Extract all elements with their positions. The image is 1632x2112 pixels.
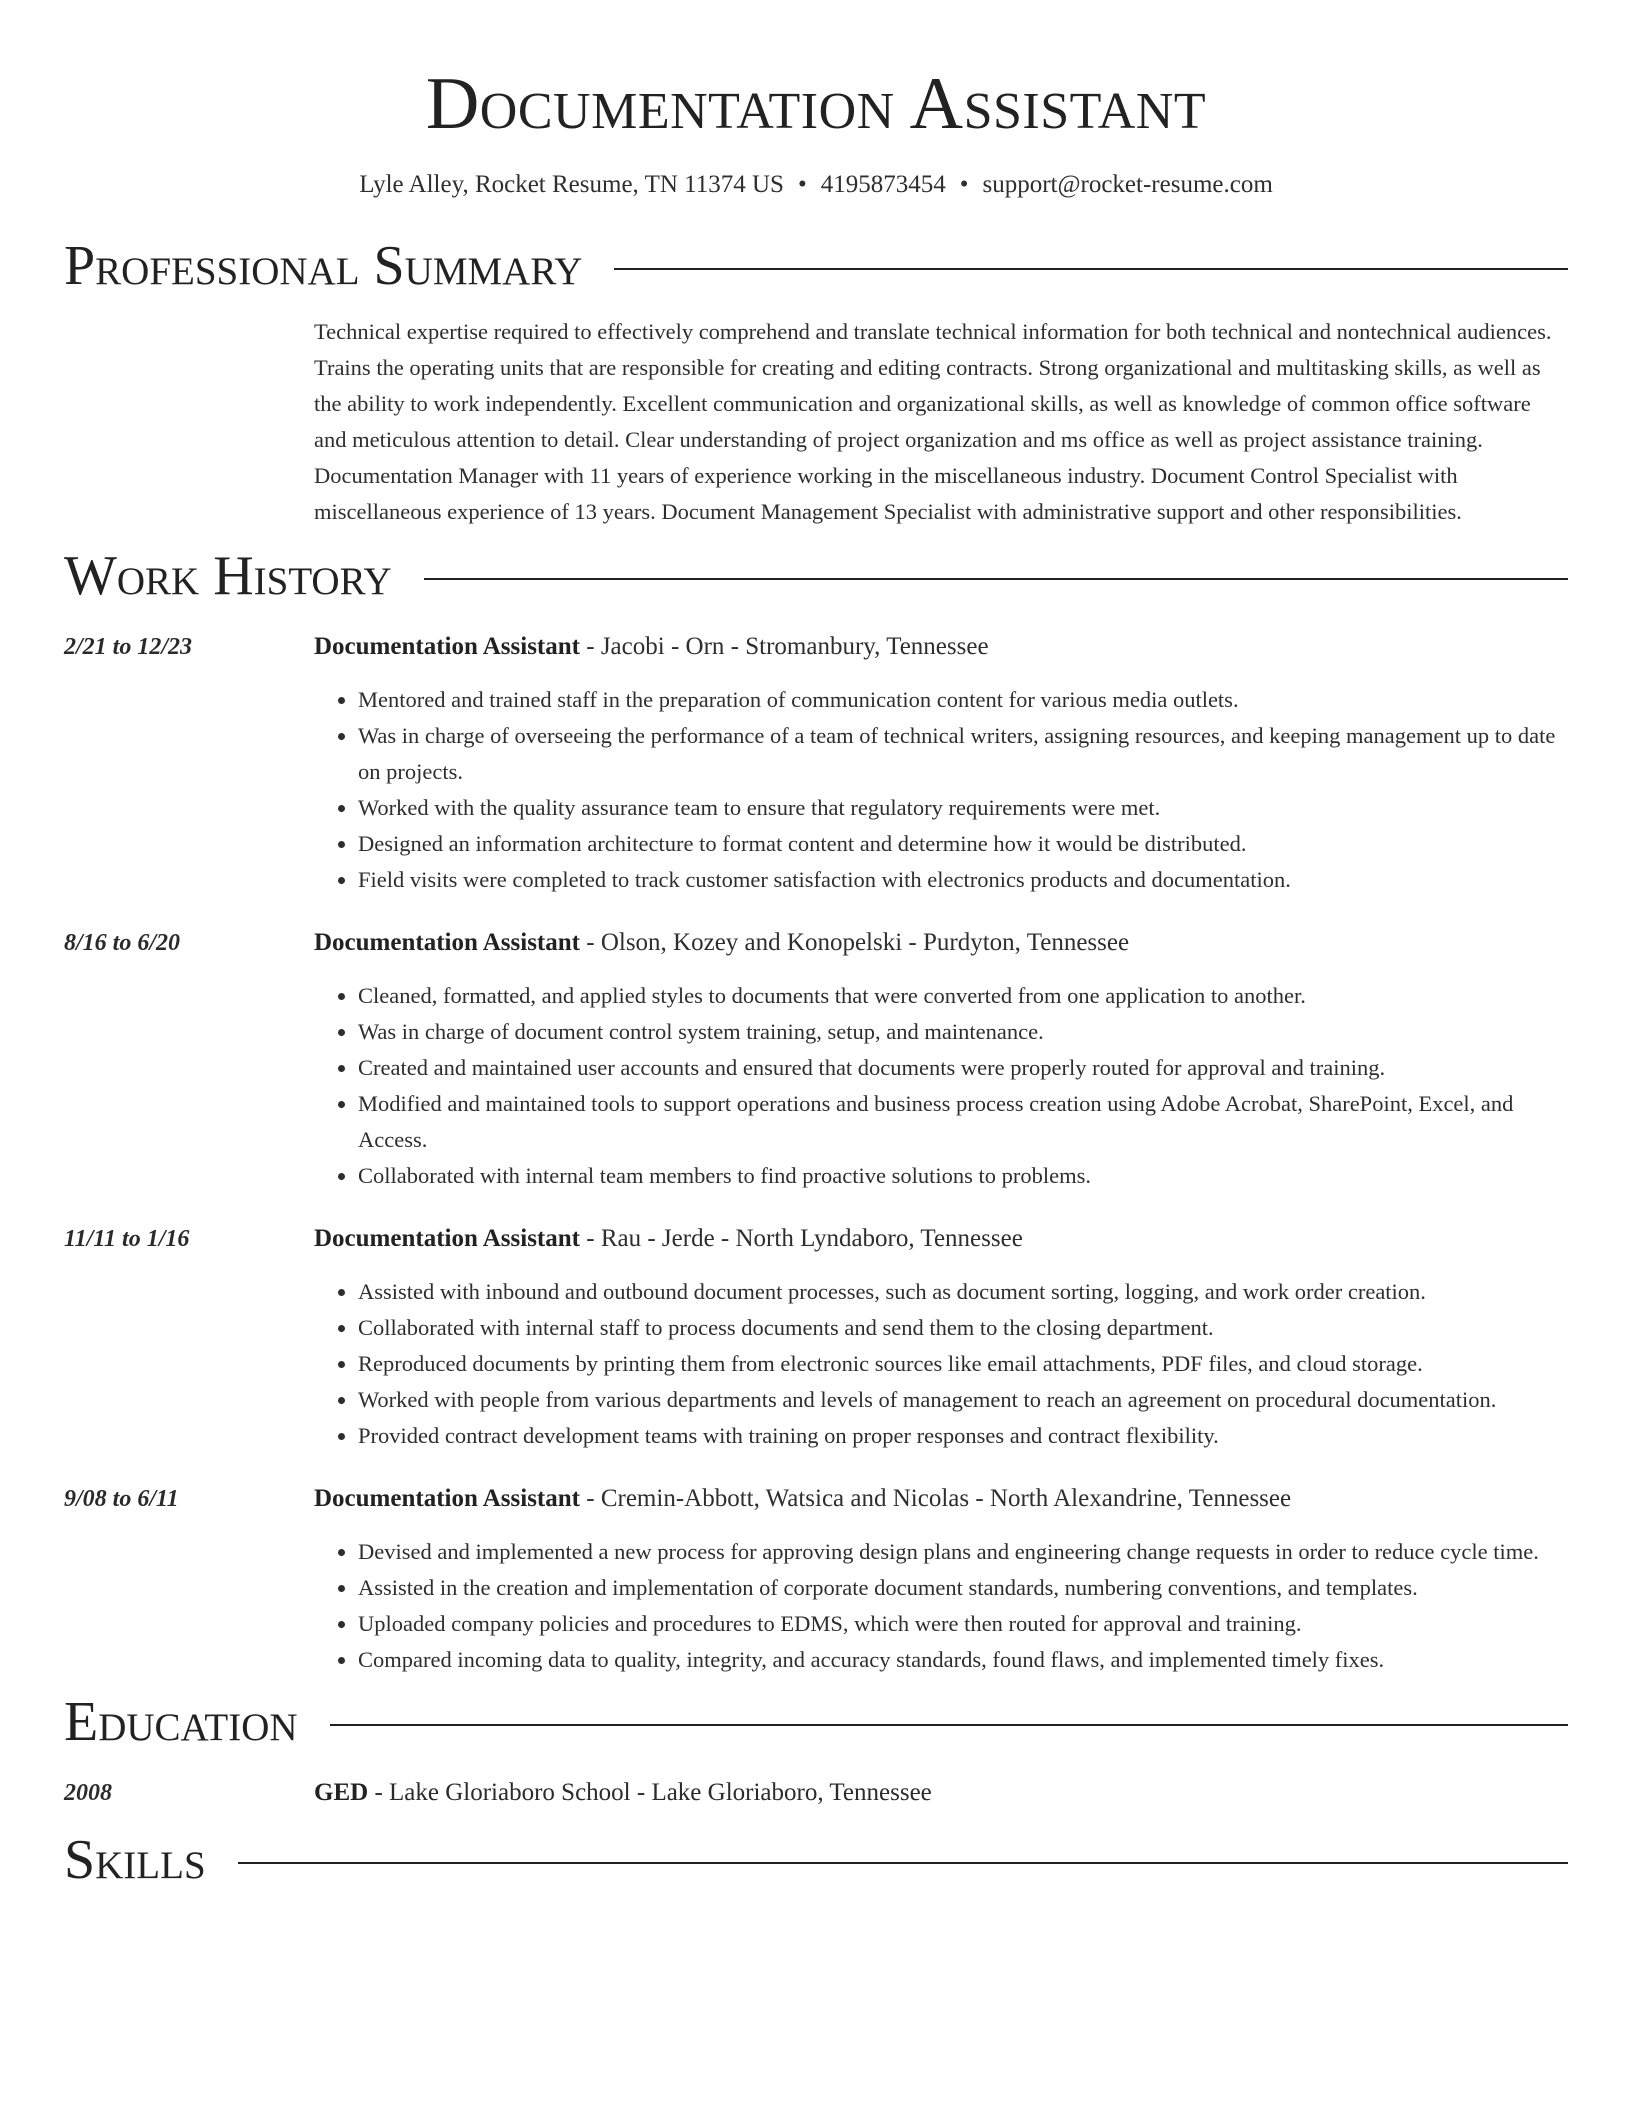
separator-dot: • bbox=[797, 171, 807, 198]
job-bullet: • Assisted in the creation and implementation of corporate document standards, numbering conventions, and templates. bbox=[358, 1570, 1568, 1606]
job-bullet: • Compared incoming data to quality, integrity, and accuracy standards, found flaws, and implemented timely fixes. bbox=[358, 1642, 1568, 1678]
job-title: Documentation Assistant bbox=[314, 929, 580, 956]
job-title: Documentation Assistant bbox=[314, 1485, 580, 1512]
education-year: 2008 bbox=[64, 1780, 112, 1806]
job-bullet: • Reproduced documents by printing them from electronic sources like email attachments, PDF files, and cloud storage. bbox=[358, 1346, 1568, 1382]
job-bullet: • Devised and implemented a new process for approving design plans and engineering change requests in order to reduce cycle time. bbox=[358, 1534, 1568, 1570]
job-bullet: • Was in charge of document control system training, setup, and maintenance. bbox=[358, 1014, 1568, 1050]
job-dates: 9/08 to 6/11 bbox=[64, 1486, 179, 1512]
job-heading bbox=[314, 630, 1568, 664]
summary-text: Technical expertise required to effectively comprehend and translate technical information for both technical and nontechnical audiences. Trains the operating units that are responsible for creating and editing contracts. Strong organizational and multitasking skills, as well as the ability to work independently. Excellent communication and organizational skills, as well as knowledge of common office software and meticulous attention to detail. Clear understanding of project organization and ms office as well as project assistance training. Documentation Manager with 11 years of experience working in the miscellaneous industry. Document Control Specialist with miscellaneous experience of 13 years. Document Management Specialist with administrative support and other responsibilities. bbox=[314, 319, 1552, 524]
section-rule bbox=[330, 1724, 1568, 1726]
job-heading bbox=[314, 926, 1568, 960]
job-heading bbox=[314, 1482, 1568, 1516]
job-title: Documentation Assistant bbox=[314, 1225, 580, 1252]
job-bullet: • Designed an information architecture to format content and determine how it would be distributed. bbox=[358, 826, 1568, 862]
job-details: - Olson, Kozey and Konopelski - Purdyton, Tennessee bbox=[580, 929, 1130, 956]
section-title-summary: Professional Summary bbox=[64, 235, 583, 297]
contact-email: support@rocket-resume.com bbox=[982, 171, 1273, 198]
section-header-work-history bbox=[64, 542, 1568, 610]
section-rule bbox=[424, 578, 1568, 580]
job-heading bbox=[314, 1222, 1568, 1256]
section-header-education bbox=[64, 1688, 1568, 1756]
job-bullet: • Worked with people from various departments and levels of management to reach an agreement on procedural documentation. bbox=[358, 1382, 1568, 1418]
job-bullet: • Provided contract development teams with training on proper responses and contract flexibility. bbox=[358, 1418, 1568, 1454]
job-entry bbox=[64, 1482, 1568, 1678]
separator-dot: • bbox=[959, 171, 969, 198]
job-details: - Rau - Jerde - North Lyndaboro, Tennessee bbox=[580, 1225, 1023, 1252]
page-title: Documentation Assistant bbox=[425, 63, 1207, 145]
job-bullet: • Uploaded company policies and procedures to EDMS, which were then routed for approval and training. bbox=[358, 1606, 1568, 1642]
job-dates: 8/16 to 6/20 bbox=[64, 930, 181, 956]
section-header-summary bbox=[64, 232, 1568, 300]
job-bullet: • Field visits were completed to track customer satisfaction with electronics products and documentation. bbox=[358, 862, 1568, 898]
job-bullet: • Cleaned, formatted, and applied styles to documents that were converted from one application to another. bbox=[358, 978, 1568, 1014]
education-degree: GED bbox=[314, 1779, 369, 1806]
section-title-work-history: Work History bbox=[64, 545, 392, 607]
contact-line bbox=[64, 168, 1568, 202]
section-title-skills: Skills bbox=[64, 1829, 206, 1891]
job-title: Documentation Assistant bbox=[314, 633, 580, 660]
job-bullets bbox=[314, 682, 1568, 898]
job-bullet: • Collaborated with internal team members to find proactive solutions to problems. bbox=[358, 1158, 1568, 1194]
job-bullet: • Was in charge of overseeing the performance of a team of technical writers, assigning resources, and keeping management up to date on projects. bbox=[358, 718, 1568, 790]
job-details: - Jacobi - Orn - Stromanbury, Tennessee bbox=[580, 633, 989, 660]
job-bullets bbox=[314, 978, 1568, 1194]
job-entry bbox=[64, 926, 1568, 1194]
section-header-skills bbox=[64, 1826, 1568, 1894]
job-bullets bbox=[314, 1534, 1568, 1678]
contact-phone: 4195873454 bbox=[820, 171, 946, 198]
job-bullet: • Mentored and trained staff in the preparation of communication content for various media outlets. bbox=[358, 682, 1568, 718]
contact-address: Lyle Alley, Rocket Resume, TN 11374 US bbox=[359, 171, 784, 198]
education-entry bbox=[64, 1776, 1568, 1810]
job-bullet: • Modified and maintained tools to support operations and business process creation using Adobe Acrobat, SharePoint, Excel, and Access. bbox=[358, 1086, 1568, 1158]
section-rule bbox=[614, 268, 1568, 270]
job-dates: 2/21 to 12/23 bbox=[64, 634, 193, 660]
job-entry bbox=[64, 630, 1568, 898]
job-details: - Cremin-Abbott, Watsica and Nicolas - North Alexandrine, Tennessee bbox=[580, 1485, 1292, 1512]
job-bullet: • Collaborated with internal staff to process documents and send them to the closing department. bbox=[358, 1310, 1568, 1346]
job-entry bbox=[64, 1222, 1568, 1454]
job-dates: 11/11 to 1/16 bbox=[64, 1226, 190, 1252]
job-bullets bbox=[314, 1274, 1568, 1454]
job-bullet: • Worked with the quality assurance team to ensure that regulatory requirements were met. bbox=[358, 790, 1568, 826]
section-title-education: Education bbox=[64, 1691, 298, 1753]
section-rule bbox=[238, 1862, 1568, 1864]
job-bullet: • Created and maintained user accounts and ensured that documents were properly routed for approval and training. bbox=[358, 1050, 1568, 1086]
education-details: - Lake Gloriaboro School - Lake Gloriaboro, Tennessee bbox=[368, 1779, 932, 1806]
job-bullet: • Assisted with inbound and outbound document processes, such as document sorting, logging, and work order creation. bbox=[358, 1274, 1568, 1310]
